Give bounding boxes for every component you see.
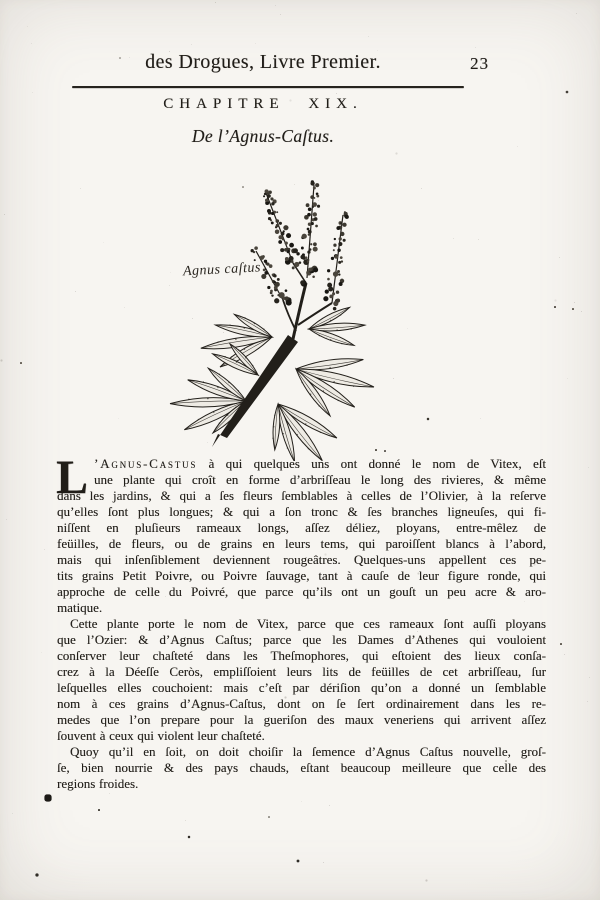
text-line: mais qui inſenſiblement deviennent rougeâtres. Quelques-uns appellent ces pe- [57,552,546,567]
figure-label: Agnus caſtus [182,260,262,280]
text-line: matique. [57,600,103,615]
text-line: ſouvent à ceux qui violent leur chaſteté. [57,728,265,743]
text-line: une plante qui croît en forme d’arbriſſeau le long des rivieres, & même [94,472,546,487]
text-line: leſquelles elles couchoient: mais c’eſt par dériſion qu’on a donné un ſemblable [57,680,546,695]
text-line: approche de celle du Poivré, que parce qu’ils ont un gouſt un peu acre & aro- [57,584,546,599]
drop-cap: L [56,451,89,504]
text-line: tits grains Petit Poivre, ou Poivre ſauvage, tant à cauſe de leur figure ronde, qui [57,568,546,583]
section-title: De l’Agnus-Caſtus. [191,126,335,146]
text-line: ſe, bien nourrie & des pays chauds, eſtant beaucoup meilleure que celle des [57,760,546,775]
body-text [56,451,546,792]
text-line: nom à ces grains d’Agnus-Caſtus, dont on ſe ſert ordinairement dans les re- [57,696,546,711]
text-line: Quoy qu’il en ſoit, on doit choiſir la ſemence d’Agnus Caſtus nouvelle, groſ- [70,744,546,759]
text-line: medes que l’on prepare pour la gueriſon des maux veneriens qui arrivent aſſez [57,712,546,727]
paper-noise [0,0,1,1]
species-name-smallcaps: ’Agnus-Castus [94,456,198,471]
text-line-first-rest: à qui quelques uns ont donné le nom de Vitex, eſt [197,456,546,471]
text-line-first [57,456,546,472]
header-rule [72,86,464,88]
text-line: feüilles, de fleurs, ou de grains en leurs tems, qui paroiſſent blancs à l’abord, [57,536,546,551]
chapter-heading: CHAPITRE XIX. [163,96,363,112]
paragraph-3 [57,744,546,792]
text-line: regions froides. [57,776,139,791]
text-line: que l’Ozier: & d’Agnus Caſtus; parce que les Dames d’Athenes qui vouloient [57,632,546,647]
text-line: conſerver leur chaſteté dans les Theſmophores, qui eſtoient des lieux conſa- [57,648,546,663]
ink-speckles [0,0,2,2]
running-header: des Drogues, Livre Premier. [145,51,381,73]
botanical-illustration [146,179,462,461]
text-line: Cette plante porte le nom de Vitex, parce que ces rameaux ſont auſſi ployans [70,616,546,631]
paragraph-1 [57,472,546,616]
text-line: qu’elles ſont plus longues; & qui a ſon tronc & ſes branches ligneuſes, qui fi- [57,504,546,519]
page-number: 23 [470,54,489,73]
text-line: niſſent en pluſieurs rameaux longs, aſſez déliez, ployans, entre-mêlez de [57,520,546,535]
text-line: crez à la Déeſſe Ceròs, empliſſoient leurs lits de feüilles de cet arbriſſeau, ſur [57,664,546,679]
text-line: dans les jardins, & qui a ſes fleurs ſemblables à celles de l’Olivier, à la reſerve [57,488,546,503]
paragraph-2 [57,616,546,744]
